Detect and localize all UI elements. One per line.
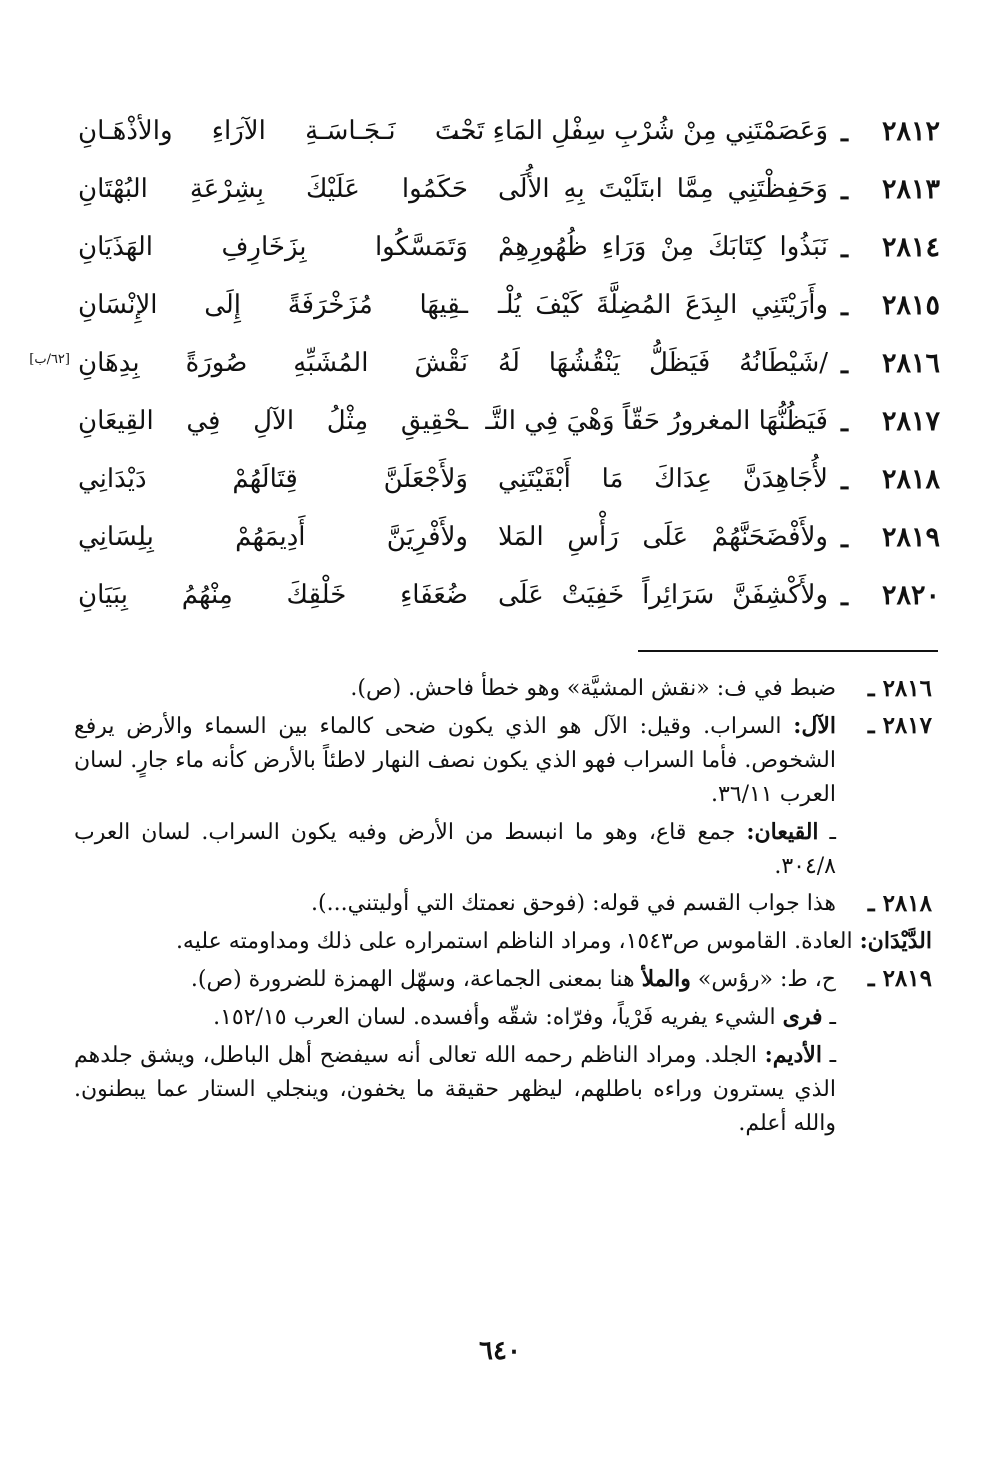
verse-first-hemistich: فَيَظُنُّهَا المغرورُ حَقّاً وَهْيَ فِي التَّـ [485,406,828,436]
footnote-2818-sub [74,924,932,959]
footnote-2819-sub-2 [74,1038,836,1141]
verse-dash: ـ [840,234,848,263]
footnote-2819 [74,962,932,997]
verse-2816 [60,344,940,402]
verse-dash: ـ [840,292,848,321]
footnote-term: القيعان: [746,819,819,845]
verse-second-hemistich: ـتَ نَـجَـاسَـةِ الآرَاءِ والأذْهَـانِ [78,116,468,146]
footnotes [74,672,932,1144]
footnote-2817 [74,709,932,812]
verse-2813 [60,170,940,228]
verse-number: ٢٨٢٠ [881,580,940,611]
footnote-term: الأديم: [764,1042,822,1068]
verse-second-hemistich: ضُعَفَاءِ خَلْقِكَ مِنْهُمُ بِبَيَانِ [78,580,468,610]
page-number: ٦٤٠ [479,1336,521,1366]
verse-first-hemistich: وأَرَيْتَنِي البِدَعَ المُضِلَّةَ كَيْفَ يُلْـ [498,290,828,320]
verse-2818 [60,460,940,518]
sub-prefix: ـ [829,1005,836,1030]
verse-second-hemistich: نَقْشَ المُشَبِّهِ صُورَةً بِدِهَانِ [78,348,468,378]
footnote-term: الدَّيْدَان: [859,928,932,954]
verse-first-hemistich: ولأَفْضَحَنَّهُمْ عَلَى رَأْسِ المَلا [498,522,828,552]
verse-number: ٢٨١٥ [881,290,940,321]
verse-dash: ـ [840,350,848,379]
verse-first-hemistich: /شَيْطَانُهُ فَيَظَلُّ يَنْقُشُهَا لَهُ [498,348,828,378]
sub-prefix: ـ [829,820,836,845]
footnote-2818 [74,887,932,921]
verse-second-hemistich: ـقِيهَا مُزَخْرَفَةً إِلَى الإِنْسَانِ [78,290,468,320]
verse-number: ٢٨١٨ [881,464,940,495]
verse-dash: ـ [840,118,848,147]
verse-dash: ـ [840,176,848,205]
footnote-text: السراب. وقيل: الآل هو الذي يكون ضحى كالماء بين السماء والأرض يرفع الشخوص. فأما السراب فهو الذي يكون نصف النهار لاطئاً بالأرض كأنه ماء جارٍ. لسان العرب ٣٦/١١. [74,714,836,807]
footnote-text: هذا جواب القسم في قوله: (فوحق نعمتك التي أوليتني...). [311,891,836,916]
verse-number: ٢٨١٢ [881,116,940,147]
footnote-2816 [74,672,932,706]
verse-first-hemistich: نَبَذُوا كِتَابَكَ مِنْ وَرَاءِ ظُهُورِهِمْ [498,232,828,262]
verse-2815 [60,286,940,344]
verse-number: ٢٨١٤ [881,232,940,263]
sub-prefix: ـ [829,1043,837,1068]
verse-dash: ـ [840,408,848,437]
poem-verses [60,112,940,634]
footnote-variant: ح، ط: «رؤس» [697,967,836,992]
footnote-term: الآل: [793,713,836,739]
footnote-text: هنا بمعنى الجماعة، وسهّل الهمزة للضرورة (ص). [190,967,635,992]
verse-2817 [60,402,940,460]
manuscript-folio-mark: [٦٢/ب] [29,352,70,367]
verse-second-hemistich: ولأَفْرِيَنَّ أَدِيمَهُمْ بِلِسَانِي [78,522,468,552]
verse-2819 [60,518,940,576]
footnote-number: ٢٨١٧ ـ [867,712,932,739]
verse-first-hemistich: لأُجَاهِدَنَّ عِدَاكَ مَا أَبْقَيْتَنِي [498,464,828,494]
verse-number: ٢٨١٦ [881,348,940,379]
verse-second-hemistich: وَتَمَسَّكُوا بِزَخَارِفِ الهَذَيَانِ [78,232,468,262]
verse-first-hemistich: ولأَكْشِفَنَّ سَرَائِراً خَفِيَتْ عَلَى [498,580,828,610]
verse-dash: ـ [840,524,848,553]
verse-second-hemistich: وَلأَجْعَلَنَّ قِتَالَهُمْ دَيْدَانِي [78,464,468,494]
verse-2820 [60,576,940,634]
footnote-number: ٢٨١٩ ـ [867,965,932,992]
verse-first-hemistich: وَحَفِظْتَنِي مِمَّا ابتَلَيْتَ بِهِ الأُلَى [498,174,828,204]
verse-number: ٢٨١٣ [881,174,940,205]
footnote-text: ضبط في ف: «نقش المشيَّة» وهو خطأ فاحش. (ص). [350,676,836,701]
verse-2814 [60,228,940,286]
verse-number: ٢٨١٩ [881,522,940,553]
footnote-term: فرى [782,1004,823,1030]
verse-2812 [60,112,940,170]
footnote-text: الشيء يفريه فَرْياً، وفرّاه: شقّه وأفسده. لسان العرب ١٥٢/١٥. [213,1005,776,1030]
footnote-number: ٢٨١٨ ـ [867,890,932,917]
footnote-number: ٢٨١٦ ـ [867,675,932,702]
verse-second-hemistich: ـحْقِيقِ مِثْلُ الآلِ فِي القِيعَانِ [78,406,468,436]
footnote-text: جمع قاع، وهو ما انبسط من الأرض وفيه يكون السراب. لسان العرب ٣٠٤/٨. [74,820,836,879]
footnote-text: العادة. القاموس ص١٥٤٣، ومراد الناظم استمراره على ذلك ومداومته عليه. [175,929,853,954]
footnote-divider [638,650,938,652]
verse-dash: ـ [840,466,848,495]
verse-number: ٢٨١٧ [881,406,940,437]
footnote-term: والملأ [641,966,691,992]
footnote-text: الجلد. ومراد الناظم رحمه الله تعالى أنه سيفضح أهل الباطل، ويشق جلدهم الذي يسترون وراءه باطلهم، ليظهر حقيقة ما يخفون، وينجلي الستار عما يبطنون. والله أعلم. [74,1043,836,1136]
verse-dash: ـ [840,582,848,611]
footnote-2819-sub-1 [74,1000,836,1035]
verse-first-hemistich: وَعَصَمْتَنِي مِنْ شُرْبِ سِفْلِ المَاءِ تَحْـ [452,116,828,146]
verse-second-hemistich: حَكَمُوا عَلَيْكَ بِشِرْعَةِ البُهْتَانِ [78,174,468,204]
footnote-2817-sub [74,815,836,884]
